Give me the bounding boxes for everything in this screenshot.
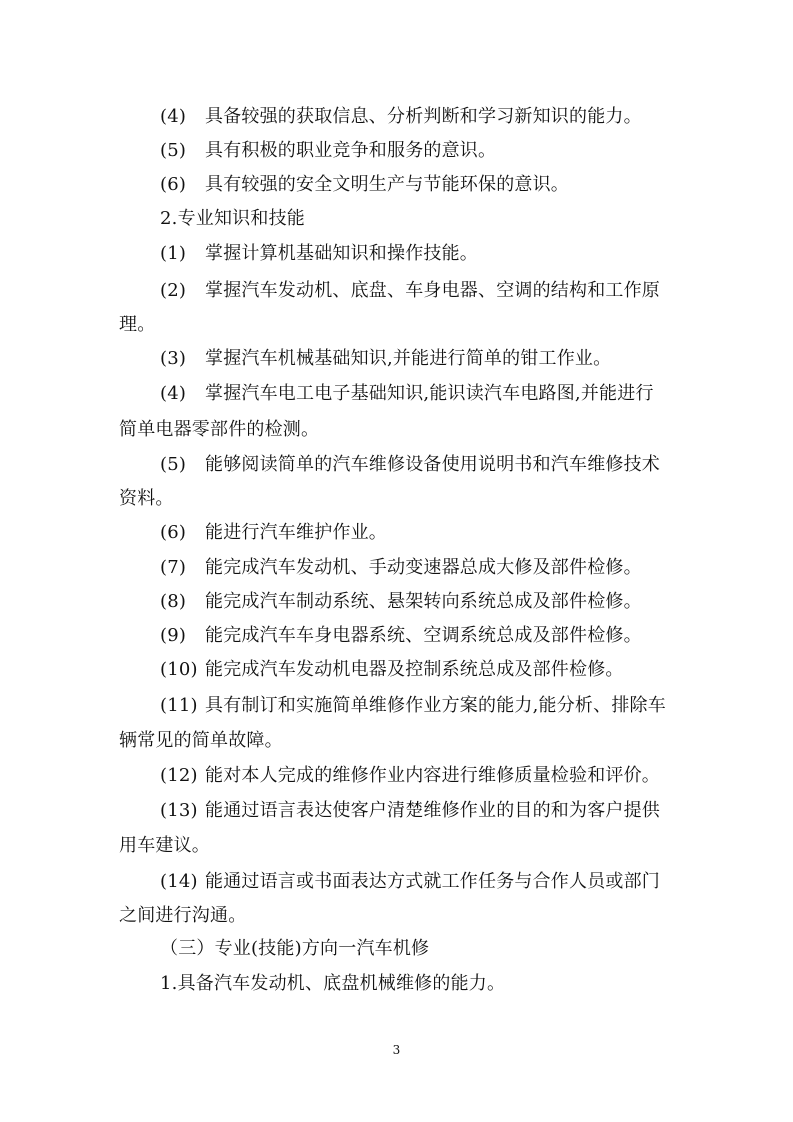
subsection-heading bbox=[160, 973, 505, 995]
subsection-heading bbox=[160, 208, 305, 230]
list-item-continuation bbox=[119, 730, 283, 752]
item-text: 资料。 bbox=[119, 488, 174, 509]
item-text: 掌握汽车机械基础知识,并能进行简单的钳工作业。 bbox=[205, 348, 612, 369]
item-number: (4) bbox=[160, 106, 187, 127]
item-text: 具有制订和实施简单维修作业方案的能力,能分析、排除车 bbox=[205, 695, 666, 716]
item-number: (12) bbox=[160, 765, 198, 786]
item-text: 具有积极的职业竞争和服务的意识。 bbox=[205, 140, 497, 161]
list-item bbox=[160, 800, 660, 822]
list-item bbox=[160, 625, 642, 647]
item-number: (2) bbox=[160, 280, 187, 301]
list-item bbox=[160, 871, 660, 893]
list-item bbox=[160, 591, 642, 613]
item-text: 理。 bbox=[119, 314, 156, 335]
list-item bbox=[160, 454, 660, 476]
item-text: 掌握汽车发动机、底盘、车身电器、空调的结构和工作原 bbox=[205, 280, 660, 301]
item-number: (14) bbox=[160, 871, 198, 892]
list-item-continuation bbox=[119, 314, 155, 336]
list-item bbox=[160, 106, 642, 128]
item-number: (13) bbox=[160, 800, 198, 821]
list-item bbox=[160, 280, 660, 302]
item-number: (8) bbox=[160, 591, 187, 612]
item-text: 之间进行沟通。 bbox=[119, 905, 247, 926]
list-item bbox=[160, 695, 666, 717]
item-number: (11) bbox=[160, 695, 198, 716]
item-number: (5) bbox=[160, 140, 187, 161]
item-number: (3) bbox=[160, 348, 187, 369]
item-text: 能够阅读简单的汽车维修设备使用说明书和汽车维修技术 bbox=[205, 454, 660, 475]
list-item bbox=[160, 383, 654, 405]
list-item-continuation bbox=[119, 488, 174, 510]
item-number: (9) bbox=[160, 625, 187, 646]
item-text: 辆常见的简单故障。 bbox=[119, 730, 283, 751]
list-item bbox=[160, 174, 569, 196]
item-text: 具备较强的获取信息、分析判断和学习新知识的能力。 bbox=[205, 106, 642, 127]
page-number: 3 bbox=[392, 1043, 401, 1057]
item-number: (10) bbox=[160, 659, 198, 680]
heading-text: （三）专业(技能)方向一汽车机修 bbox=[160, 938, 430, 959]
item-number: (7) bbox=[160, 557, 187, 578]
item-text: 能完成汽车制动系统、悬架转向系统总成及部件检修。 bbox=[205, 591, 642, 612]
item-text: 简单电器零部件的检测。 bbox=[119, 419, 320, 440]
item-text: 能完成汽车车身电器系统、空调系统总成及部件检修。 bbox=[205, 625, 642, 646]
list-item bbox=[160, 348, 611, 370]
item-number: (4) bbox=[160, 383, 187, 404]
item-number: (6) bbox=[160, 522, 187, 543]
item-text: 掌握汽车电工电子基础知识,能识读汽车电路图,并能进行 bbox=[205, 383, 654, 404]
item-text: 掌握计算机基础知识和操作技能。 bbox=[205, 243, 478, 264]
heading-text: 2.专业知识和技能 bbox=[160, 208, 305, 229]
list-item bbox=[160, 140, 496, 162]
item-text: 能对本人完成的维修作业内容进行维修质量检验和评价。 bbox=[205, 765, 660, 786]
list-item bbox=[160, 522, 387, 544]
item-number: (1) bbox=[160, 243, 187, 264]
list-item-continuation bbox=[119, 419, 319, 441]
item-text: 能进行汽车维护作业。 bbox=[205, 522, 387, 543]
heading-text: 1.具备汽车发动机、底盘机械维修的能力。 bbox=[160, 973, 506, 994]
list-item bbox=[160, 243, 478, 265]
item-text: 能通过语言表达使客户清楚维修作业的目的和为客户提供 bbox=[205, 800, 660, 821]
item-number: (5) bbox=[160, 454, 187, 475]
list-item bbox=[160, 659, 624, 681]
list-item bbox=[160, 765, 660, 787]
item-text: 能完成汽车发动机电器及控制系统总成及部件检修。 bbox=[205, 659, 624, 680]
item-number: (6) bbox=[160, 174, 187, 195]
item-text: 能完成汽车发动机、手动变速器总成大修及部件检修。 bbox=[205, 557, 642, 578]
item-text: 用车建议。 bbox=[119, 835, 210, 856]
item-text: 具有较强的安全文明生产与节能环保的意识。 bbox=[205, 174, 569, 195]
list-item bbox=[160, 557, 642, 579]
list-item-continuation bbox=[119, 905, 246, 927]
list-item-continuation bbox=[119, 835, 210, 857]
item-text: 能通过语言或书面表达方式就工作任务与合作人员或部门 bbox=[205, 871, 660, 892]
section-heading bbox=[160, 938, 429, 960]
